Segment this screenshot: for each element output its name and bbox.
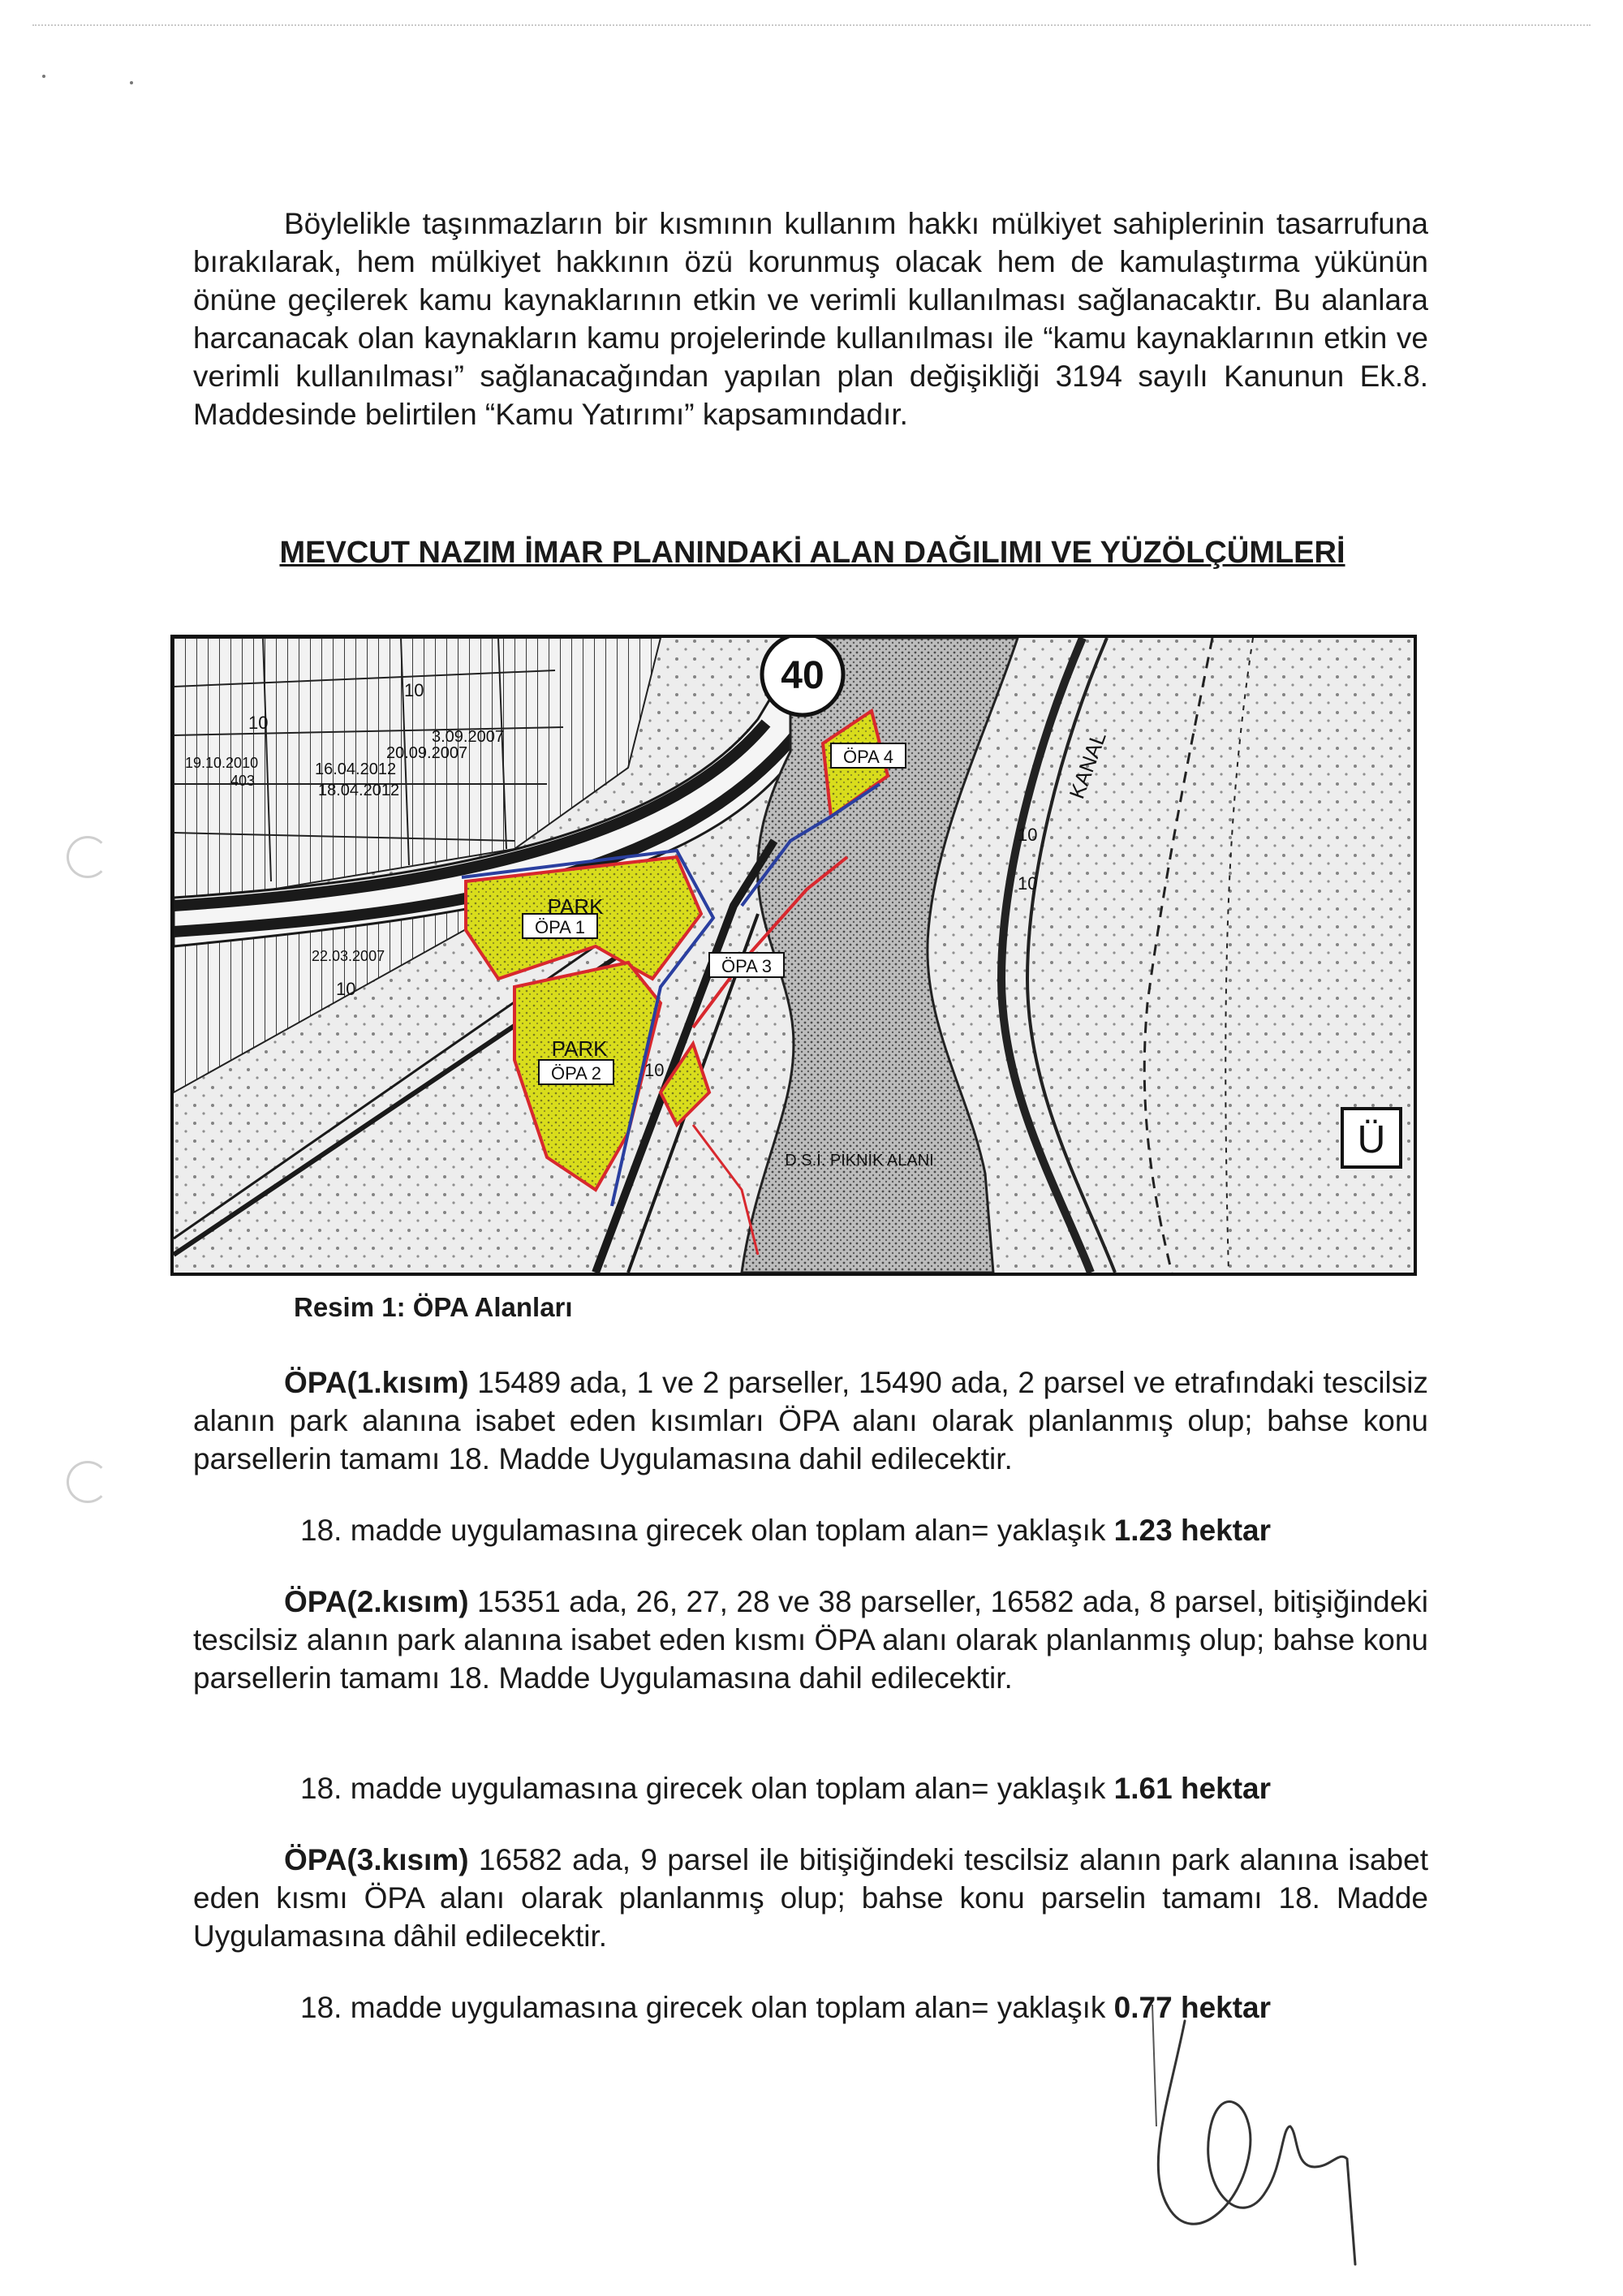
opa2-text: 15351 ada, 26, 27, 28 ve 38 parseller, 16582 ada, 8 parsel, bitişiğindeki tescilsiz alanın park alanına isabet eden kısmı ÖPA alanı olarak planlanmış olup; bahse konu parsellerin tamamı 18. Madde Uygulamasına dahil edilecektir. [193, 1585, 1428, 1695]
opa1-total [300, 1511, 1271, 1549]
opa3-total-value: 0.77 hektar [1113, 1991, 1272, 2024]
opa2-total [300, 1769, 1271, 1807]
scan-top-edge [32, 24, 1591, 26]
intro-paragraph: Böylelikle taşınmazların bir kısmının kullanım hakkı mülkiyet sahiplerinin tasarrufuna bırakılarak, hem mülkiyet hakkının özü korunmuş olacak hem de kamulaştırma yükünün önüne geçilerek kamu kaynaklarının etkin ve verimli kullanılması sağlanacaktır. Bu alanlara harcanacak olan kaynakların kamu projelerinde kullanılması ile “kamu kaynaklarının etkin ve verimli kullanılması” sağlanacağından yapılan plan değişikliği 3194 sayılı Kanunun Ek.8. Maddesinde belirtilen “Kamu Yatırımı” kapsamındadır. [193, 207, 1428, 431]
punch-hole-mark [67, 836, 109, 878]
map-label-date: 16.04.2012 [315, 760, 397, 778]
opa3-paragraph [193, 1841, 1428, 1955]
opa3-label: ÖPA(3.kısım) [284, 1843, 469, 1876]
map-label-opa4: ÖPA 4 [843, 747, 893, 767]
map-label-date: 3.09.2007 [432, 728, 504, 746]
map-label-ten: 10 [1018, 873, 1038, 894]
opa2-label: ÖPA(2.kısım) [284, 1585, 469, 1618]
map-label-u: Ü [1357, 1118, 1386, 1161]
opa1-total-value: 1.23 hektar [1113, 1514, 1272, 1547]
map-label-date: 20.09.2007 [386, 744, 468, 762]
scan-speck [130, 81, 133, 84]
section-heading: MEVCUT NAZIM İMAR PLANINDAKİ ALAN DAĞILIMI VE YÜZÖLÇÜMLERİ [279, 536, 1345, 570]
map-label-park: PARK [551, 1036, 608, 1061]
map-road-number: 40 [781, 654, 824, 697]
map-label-opa1: ÖPA 1 [535, 917, 585, 937]
map-label-opa2: ÖPA 2 [551, 1063, 601, 1083]
map-label-opa3: ÖPA 3 [721, 956, 772, 976]
handwritten-signature [1120, 2005, 1380, 2272]
opa1-total-text: 18. madde uygulamasına girecek olan toplam alan= yaklaşık [300, 1514, 1114, 1547]
plan-map-image [170, 635, 1417, 1276]
scan-speck [42, 75, 45, 78]
map-label-kanal: KANAL [1064, 728, 1111, 803]
map-label-ten: 10 [1018, 825, 1038, 845]
map-label-date: 22.03.2007 [312, 948, 385, 964]
map-label-ten: 10 [248, 713, 269, 733]
map-label-date: 19.10.2010 [185, 755, 259, 771]
opa2-total-text: 18. madde uygulamasına girecek olan toplam alan= yaklaşık [300, 1772, 1114, 1805]
opa1-paragraph [193, 1363, 1428, 1478]
map-label-ten: 10 [336, 979, 356, 999]
opa2-total-value: 1.61 hektar [1113, 1772, 1272, 1805]
map-label-ten: 10 [404, 680, 424, 700]
opa1-text: 15489 ada, 1 ve 2 parseller, 15490 ada, 2 parsel ve etrafındaki tescilsiz alanın park alanına isabet eden kısımları ÖPA alanı olarak planlanmış olup; bahse konu parsellerin tamamı 18. Madde Uygulamasına dahil edilecektir. [193, 1366, 1428, 1475]
map-label-date: 18.04.2012 [318, 782, 400, 799]
figure-caption: Resim 1: ÖPA Alanları [294, 1292, 573, 1322]
map-label-park: PARK [547, 894, 604, 919]
opa3-total-text: 18. madde uygulamasına girecek olan toplam alan= yaklaşık [300, 1991, 1114, 2024]
opa3-text: 16582 ada, 9 parsel ile bitişiğindeki tescilsiz alanın park alanına isabet eden kısmı ÖPA alanı olarak planlanmış olup; bahse konu parselin tamamı 18. Madde Uygulamasına dâhil edilecektir. [193, 1843, 1428, 1953]
punch-hole-mark [67, 1461, 109, 1503]
map-label-ten: 10 [644, 1060, 665, 1080]
map-label-number: 403 [230, 773, 256, 789]
opa2-paragraph [193, 1583, 1428, 1697]
opa1-label: ÖPA(1.kısım) [284, 1366, 469, 1399]
map-label-piknik: D.S.İ. PİKNİK ALANI [785, 1152, 934, 1170]
